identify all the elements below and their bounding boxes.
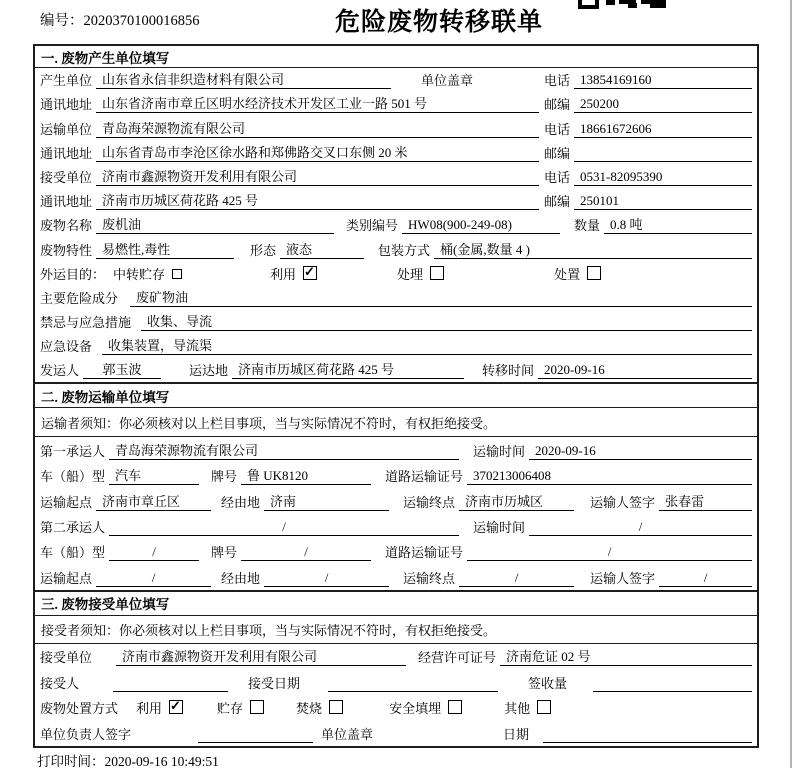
checkbox-utilize-icon: [169, 700, 183, 714]
carrier-sign-value: 张春雷: [659, 494, 752, 511]
road-license-label: 道路运输证号: [385, 545, 464, 561]
responsible-sign-label: 单位负责人签字: [40, 726, 132, 742]
emergency-equipment-label: 应急设备: [40, 339, 93, 355]
transport-unit-label: 运输单位: [40, 121, 93, 137]
address-label: 通讯地址: [40, 145, 93, 161]
hazard-component-label: 主要危险成分: [40, 290, 119, 306]
route-start-value: /: [96, 570, 211, 587]
receive-date-label: 接受日期: [248, 675, 301, 691]
option-other: [504, 700, 551, 717]
date-value: [543, 727, 752, 743]
carrier-sign-label: 运输人签字: [590, 570, 656, 586]
row-second-carrier: [35, 514, 757, 539]
row-receiver-unit: [35, 644, 757, 670]
waste-trait-value: 易燃性,毒性: [96, 242, 234, 259]
row-receiver-person: [35, 669, 757, 695]
option-landfill: [389, 700, 462, 717]
phone-label: 电话: [543, 169, 570, 185]
page-title: 危险废物转移联单: [335, 9, 544, 36]
checkbox-dispose-icon: [587, 266, 601, 280]
route-start-label: 运输起点: [40, 494, 93, 510]
second-carrier-label: 第二承运人: [40, 520, 106, 535]
checkbox-utilize-icon: [303, 266, 317, 280]
receiver-person-value: [113, 676, 228, 692]
row-taboo-measures: [35, 310, 757, 334]
package-value: 桶(金属,数量 4 ): [434, 242, 752, 259]
section-transporter: [35, 382, 757, 589]
vehicle-type-value: 汽车: [109, 468, 199, 485]
road-license-label: 道路运输证号: [385, 469, 464, 485]
route-via-label: 经由地: [221, 494, 261, 510]
phone-value: 0531-82095390: [574, 169, 752, 186]
unit-seal-label: 单位盖章: [321, 726, 374, 742]
route-via-value: /: [264, 570, 389, 587]
row-transport-unit: [35, 116, 757, 140]
waste-trait-label: 废物特性: [40, 242, 93, 258]
zip-label: 邮编: [543, 145, 570, 161]
row-outbound-purpose: [35, 262, 757, 286]
form-label: 形态: [250, 242, 277, 258]
section-transporter-title: 二. 废物运输单位填写: [35, 382, 757, 408]
taboo-measures-value: 收集、导流: [141, 314, 752, 331]
receive-unit-value: 济南市鑫源物资开发利用有限公司: [96, 169, 539, 186]
transport-time-label: 运输时间: [473, 520, 526, 535]
option-label: 中转贮存: [113, 266, 166, 282]
plate-label: 牌号: [211, 545, 238, 561]
option-label: 其他: [504, 701, 531, 717]
carrier-sign-label: 运输人签字: [590, 494, 656, 510]
row-vehicle-2: [35, 539, 757, 564]
option-incinerate: [296, 700, 343, 717]
receiver-person-label: 接受人: [40, 675, 80, 691]
row-producer-unit: [35, 68, 757, 92]
option-dispose: [554, 266, 601, 283]
phone-value: 13854169160: [574, 72, 752, 89]
option-label: 利用: [136, 701, 163, 717]
vehicle-type-label: 车（船）型: [40, 469, 106, 485]
quantity-label: 数量: [574, 218, 601, 234]
road-license-value: 370213006408: [467, 468, 752, 485]
phone-label: 电话: [543, 73, 570, 89]
option-label: 利用: [270, 266, 297, 282]
zip-value: 250101: [574, 193, 752, 210]
received-qty-label: 签收量: [528, 675, 568, 691]
phone-value: 18661672606: [574, 121, 752, 138]
vehicle-type-value: /: [109, 544, 199, 561]
row-waste-name: [35, 213, 757, 237]
route-via-value: 济南: [264, 494, 389, 511]
receiver-notice: 接受者须知：你必须核对以上栏目事项，当与实际情况不符时，有权拒绝接受。: [35, 616, 757, 644]
receive-unit-label: 接受单位: [40, 169, 93, 185]
phone-label: 电话: [543, 121, 570, 137]
consignor-label: 发运人: [40, 363, 80, 379]
destination-label: 运达地: [189, 363, 229, 379]
address-label: 通讯地址: [40, 194, 93, 210]
emergency-equipment-value: 收集装置，导流渠: [102, 338, 752, 355]
row-route-1: [35, 488, 757, 513]
transport-time-label: 运输时间: [473, 443, 526, 459]
hazard-component-value: 废矿物油: [130, 290, 752, 307]
option-label: 贮存: [217, 701, 244, 717]
zip-label: 邮编: [543, 97, 570, 113]
qr-code-fragment: [578, 0, 670, 9]
section-receiver: [35, 590, 757, 746]
row-vehicle-1: [35, 463, 757, 488]
row-emergency-equipment: [35, 334, 757, 358]
option-transfer-storage: [113, 267, 182, 283]
zip-value: [574, 146, 752, 162]
row-hazard-component: [35, 286, 757, 310]
address-label: 通讯地址: [40, 97, 93, 113]
transfer-manifest-form: [33, 44, 759, 748]
address-value: 山东省青岛市李沧区徐水路和郑佛路交叉口东侧 20 米: [96, 145, 539, 162]
plate-value: /: [241, 544, 371, 561]
checkbox-other-icon: [537, 700, 551, 714]
taboo-measures-label: 禁忌与应急措施: [40, 315, 132, 331]
form-value: 液态: [280, 242, 364, 259]
print-time-value: 2020-09-16 10:49:51: [104, 754, 219, 769]
checkbox-landfill-icon: [448, 700, 462, 714]
waste-name-label: 废物名称: [40, 218, 93, 234]
row-disposal-method: [35, 695, 757, 721]
checkbox-transfer-storage-icon: [172, 269, 182, 279]
option-label: 安全填埋: [389, 701, 442, 717]
row-producer-address: [35, 92, 757, 116]
document-number: [40, 9, 200, 30]
category-code-label: 类别编号: [346, 218, 399, 234]
consignor-value: 郭玉波: [83, 362, 161, 379]
address-value: 山东省济南市章丘区明水经济技术开发区工业一路 501 号: [96, 96, 539, 113]
row-receive-address: [35, 189, 757, 213]
outbound-purpose-label: 外运目的：: [40, 266, 106, 282]
option-utilize: [270, 266, 317, 283]
permit-label: 经营许可证号: [418, 650, 497, 666]
option-label: 处置: [554, 266, 581, 282]
producer-unit-value: 山东省永信非织造材料有限公司: [96, 72, 391, 89]
first-carrier-value: 青岛海荣源物流有限公司: [109, 443, 459, 460]
route-start-label: 运输起点: [40, 570, 93, 586]
waste-name-value: 废机油: [96, 217, 334, 234]
route-end-label: 运输终点: [403, 494, 456, 510]
page-edge-line: [790, 0, 792, 768]
section-producer-title: 一. 废物产生单位填写: [35, 46, 757, 68]
first-carrier-label: 第一承运人: [40, 443, 106, 459]
received-qty-value: [593, 676, 752, 692]
unit-seal-label: 单位盖章: [421, 73, 474, 89]
permit-value: 济南危证 02 号: [500, 649, 752, 666]
row-route-2: [35, 564, 757, 589]
route-end-label: 运输终点: [403, 570, 456, 586]
quantity-value: 0.8 吨: [604, 217, 752, 234]
category-code-value: HW08(900-249-08): [402, 217, 560, 234]
transport-time-value: /: [529, 519, 752, 536]
carrier-sign-value: /: [659, 570, 752, 587]
transfer-time-value: 2020-09-16: [538, 362, 752, 379]
second-carrier-value: /: [109, 519, 459, 536]
route-start-value: 济南市章丘区: [96, 494, 211, 511]
address-value: 济南市历城区荷花路 425 号: [96, 193, 539, 210]
print-time-label: 打印时间：: [37, 754, 105, 769]
transport-time-value: 2020-09-16: [529, 443, 752, 460]
transport-unit-value: 青岛海荣源物流有限公司: [96, 121, 539, 138]
document-number-label: 编号：: [40, 13, 84, 29]
row-waste-trait: [35, 237, 757, 261]
row-first-carrier: [35, 437, 757, 462]
date-label: 日期: [503, 726, 530, 742]
package-label: 包装方式: [378, 242, 431, 258]
zip-value: 250200: [574, 96, 752, 113]
producer-unit-label: 产生单位: [40, 73, 93, 89]
checkbox-treat-icon: [430, 266, 444, 280]
row-transport-address: [35, 141, 757, 165]
option-label: 焚烧: [296, 701, 323, 717]
document-number-value: 2020370100016856: [83, 13, 200, 29]
row-receive-unit: [35, 165, 757, 189]
section-producer: [35, 46, 757, 382]
route-end-value: /: [459, 570, 574, 587]
print-time: [37, 750, 219, 770]
route-end-value: 济南市历城区: [459, 494, 574, 511]
section-receiver-title: 三. 废物接受单位填写: [35, 590, 757, 616]
road-license-value: /: [467, 544, 752, 561]
zip-label: 邮编: [543, 194, 570, 210]
responsible-sign-value: [198, 727, 313, 743]
destination-value: 济南市历城区荷花路 425 号: [232, 362, 464, 379]
checkbox-incinerate-icon: [329, 700, 343, 714]
transporter-notice: 运输者须知：你必须核对以上栏目事项，当与实际情况不符时，有权拒绝接受。: [35, 408, 757, 437]
vehicle-type-label: 车（船）型: [40, 545, 106, 561]
receive-date-value: [328, 676, 498, 692]
receiver-unit-label: 接受单位: [40, 650, 93, 666]
option-label: 处理: [397, 266, 424, 282]
row-responsible-sign: [35, 720, 757, 746]
transfer-time-label: 转移时间: [482, 363, 535, 379]
plate-label: 牌号: [211, 469, 238, 485]
option-store: [217, 700, 264, 717]
option-treat: [397, 266, 444, 283]
checkbox-store-icon: [250, 700, 264, 714]
plate-value: 鲁 UK8120: [241, 468, 371, 485]
receiver-unit-value: 济南市鑫源物资开发利用有限公司: [116, 649, 406, 666]
disposal-method-label: 废物处置方式: [40, 701, 119, 717]
row-consignor: [35, 358, 757, 382]
route-via-label: 经由地: [221, 570, 261, 586]
option-utilize: [136, 700, 183, 717]
